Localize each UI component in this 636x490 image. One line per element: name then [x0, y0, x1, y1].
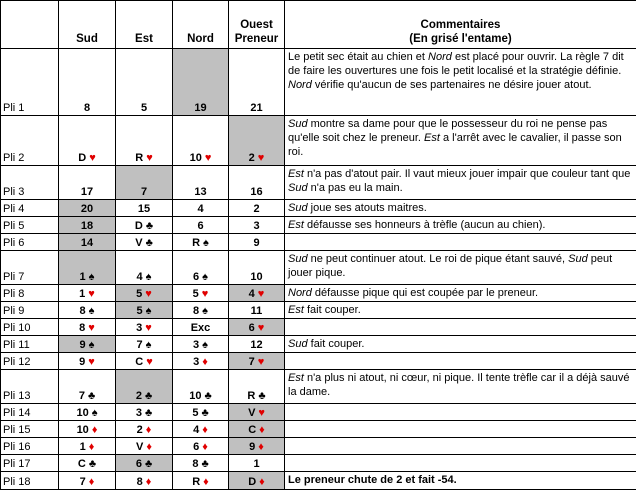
card-sud	[59, 336, 116, 353]
card-value: C	[135, 356, 143, 368]
table-row	[1, 353, 636, 370]
comment-cell	[285, 251, 636, 285]
card-sud	[59, 404, 116, 421]
card-value: D	[135, 220, 143, 232]
card-value: 7	[79, 390, 85, 402]
comment-text: vérifie qu'aucun de ses partenaires ne désire jouer atout.	[312, 79, 592, 91]
card-value: 11	[251, 305, 263, 317]
pli-label: Pli 4	[1, 200, 59, 217]
pli-label: Pli 18	[1, 472, 59, 490]
card-value: 6	[136, 458, 142, 470]
card-value: 18	[81, 220, 93, 232]
card-value: D	[248, 476, 256, 488]
diamond-suit-icon: ♦	[203, 476, 209, 488]
card-value: 10	[77, 424, 89, 436]
header-ouest-preneur	[229, 1, 285, 49]
header-ouest-line2: Preneur	[231, 32, 282, 46]
comment-text: Nord	[428, 51, 452, 63]
card-value: 1	[80, 271, 86, 283]
comment-text: défausse ses honneurs à trèfle (aucun au chien).	[304, 219, 546, 231]
table-row	[1, 302, 636, 319]
table-row	[1, 49, 636, 116]
card-est	[116, 438, 173, 455]
diamond-suit-icon: ♦	[92, 424, 98, 436]
card-value: 3	[136, 407, 142, 419]
pli-label: Pli 15	[1, 421, 59, 438]
pli-label: Pli 10	[1, 319, 59, 336]
card-value: 21	[250, 102, 262, 114]
card-value: 10	[189, 390, 201, 402]
table-row	[1, 251, 636, 285]
card-ouest	[229, 455, 285, 472]
comment-text: fait couper.	[304, 304, 361, 316]
comment-text: Est	[288, 168, 304, 180]
comment-text: Le petit sec était au chien et	[288, 51, 428, 63]
header-comments-line2: (En grisé l'entame)	[287, 32, 634, 46]
header-ouest-line1: Ouest	[231, 18, 282, 32]
pli-label: Pli 14	[1, 404, 59, 421]
card-ouest	[229, 49, 285, 116]
heart-suit-icon: ♥	[258, 322, 265, 334]
heart-suit-icon: ♥	[146, 152, 153, 164]
club-suit-icon: ♣	[201, 407, 208, 419]
table-row	[1, 455, 636, 472]
club-suit-icon: ♣	[88, 390, 95, 402]
card-ouest	[229, 370, 285, 404]
card-sud	[59, 49, 116, 116]
card-sud	[59, 353, 116, 370]
comment-cell	[285, 217, 636, 234]
header-row	[1, 1, 636, 49]
table-row	[1, 116, 636, 166]
club-suit-icon: ♣	[89, 458, 96, 470]
card-nord	[173, 353, 229, 370]
comment-text: fait couper.	[308, 338, 365, 350]
card-value: D	[78, 152, 86, 164]
card-ouest	[229, 404, 285, 421]
card-sud	[59, 455, 116, 472]
card-value: 4	[249, 288, 255, 300]
card-sud	[59, 234, 116, 251]
card-value: R	[135, 152, 143, 164]
card-value: 7	[141, 186, 147, 198]
spade-suit-icon: ♠	[202, 271, 208, 283]
card-nord	[173, 404, 229, 421]
comment-cell	[285, 234, 636, 251]
card-ouest	[229, 421, 285, 438]
card-value: 1	[80, 441, 86, 453]
card-value: 14	[81, 237, 93, 249]
heart-suit-icon: ♥	[258, 356, 265, 368]
spade-suit-icon: ♠	[146, 271, 152, 283]
card-value: 5	[192, 407, 198, 419]
card-value: 2	[249, 152, 255, 164]
club-suit-icon: ♣	[146, 220, 153, 232]
heart-suit-icon: ♥	[258, 407, 265, 419]
header-comments-line1: Commentaires	[287, 18, 634, 32]
table-row	[1, 285, 636, 302]
card-value: 3	[193, 339, 199, 351]
card-value: 6	[193, 441, 199, 453]
card-nord	[173, 251, 229, 285]
spade-suit-icon: ♠	[146, 339, 152, 351]
card-ouest	[229, 116, 285, 166]
card-nord	[173, 166, 229, 200]
card-sud	[59, 319, 116, 336]
comment-cell	[285, 200, 636, 217]
card-sud	[59, 200, 116, 217]
comment-text: n'a pas d'atout pair. Il vaut mieux jouer impair que couleur tant que	[304, 168, 630, 180]
card-est	[116, 49, 173, 116]
card-ouest	[229, 353, 285, 370]
diamond-suit-icon: ♦	[259, 476, 265, 488]
heart-suit-icon: ♥	[146, 356, 153, 368]
club-suit-icon: ♣	[145, 390, 152, 402]
card-value: 3	[193, 356, 199, 368]
heart-suit-icon: ♥	[88, 322, 95, 334]
card-ouest	[229, 302, 285, 319]
card-value: 5	[193, 288, 199, 300]
header-sud: Sud	[59, 1, 116, 49]
comment-text: Sud	[288, 338, 308, 350]
comment-text: est placé pour ouvrir. La règle 7 dit de faire les ouvertures une fois le petit localisé et la stratégie définie.	[288, 51, 624, 77]
comment-cell	[285, 353, 636, 370]
comment-cell	[285, 421, 636, 438]
pli-label: Pli 9	[1, 302, 59, 319]
card-est	[116, 166, 173, 200]
heart-suit-icon: ♥	[88, 288, 95, 300]
card-value: V	[136, 441, 143, 453]
comment-text: Nord	[288, 287, 312, 299]
heart-suit-icon: ♥	[88, 356, 95, 368]
comment-cell	[285, 404, 636, 421]
comment-text: Le preneur chute de 2 et fait -54.	[288, 474, 457, 486]
diamond-suit-icon: ♦	[202, 424, 208, 436]
card-est	[116, 353, 173, 370]
card-value: 9	[249, 441, 255, 453]
card-nord	[173, 319, 229, 336]
comment-cell	[285, 302, 636, 319]
card-est	[116, 217, 173, 234]
card-nord	[173, 49, 229, 116]
club-suit-icon: ♣	[145, 458, 152, 470]
heart-suit-icon: ♥	[145, 322, 152, 334]
card-value: 2	[136, 390, 142, 402]
card-value: 16	[250, 186, 262, 198]
card-nord	[173, 217, 229, 234]
table-row	[1, 404, 636, 421]
card-value: 10	[76, 407, 88, 419]
diamond-suit-icon: ♦	[146, 476, 152, 488]
table-row	[1, 234, 636, 251]
card-value: 9	[80, 339, 86, 351]
club-suit-icon: ♣	[146, 237, 153, 249]
card-est	[116, 251, 173, 285]
card-nord	[173, 285, 229, 302]
card-value: 4	[193, 424, 199, 436]
header-comments	[285, 1, 636, 49]
diamond-suit-icon: ♦	[259, 424, 265, 436]
heart-suit-icon: ♥	[89, 152, 96, 164]
card-nord	[173, 234, 229, 251]
comment-text: ne peut continuer atout. Le roi de pique étant sauvé,	[308, 253, 569, 265]
card-est	[116, 234, 173, 251]
club-suit-icon: ♣	[205, 390, 212, 402]
card-est	[116, 421, 173, 438]
club-suit-icon: ♣	[258, 390, 265, 402]
comment-cell	[285, 336, 636, 353]
card-est	[116, 116, 173, 166]
card-value: 9	[79, 356, 85, 368]
card-value: 15	[138, 203, 150, 215]
table-row	[1, 200, 636, 217]
header-est: Est	[116, 1, 173, 49]
heart-suit-icon: ♥	[258, 288, 265, 300]
heart-suit-icon: ♥	[202, 288, 209, 300]
card-nord	[173, 116, 229, 166]
card-value: 4	[197, 203, 203, 215]
card-ouest	[229, 200, 285, 217]
comment-text: n'a plus ni atout, ni cœur, ni pique. Il tente trèfle car il a déjà sauvé la dame.	[288, 372, 629, 398]
card-value: 7	[249, 356, 255, 368]
card-value: 6	[193, 271, 199, 283]
comment-cell	[285, 166, 636, 200]
card-sud	[59, 421, 116, 438]
diamond-suit-icon: ♦	[146, 424, 152, 436]
comment-text: joue ses atouts maitres.	[308, 202, 427, 214]
card-value: 3	[253, 220, 259, 232]
spade-suit-icon: ♠	[202, 305, 208, 317]
comment-text: Est	[288, 372, 304, 384]
card-est	[116, 285, 173, 302]
pli-label: Pli 13	[1, 370, 59, 404]
table-row	[1, 438, 636, 455]
table-row	[1, 166, 636, 200]
comment-text: Sud	[288, 253, 308, 265]
pli-label: Pli 12	[1, 353, 59, 370]
card-value: 5	[136, 288, 142, 300]
diamond-suit-icon: ♦	[89, 441, 95, 453]
comment-text: Nord	[288, 79, 312, 91]
card-sud	[59, 438, 116, 455]
card-est	[116, 404, 173, 421]
card-value: 3	[136, 322, 142, 334]
card-nord	[173, 421, 229, 438]
spade-suit-icon: ♠	[89, 271, 95, 283]
card-value: 8	[192, 458, 198, 470]
table-row	[1, 336, 636, 353]
card-ouest	[229, 319, 285, 336]
heart-suit-icon: ♥	[145, 288, 152, 300]
comment-text: a l'arrêt avec le cavalier, il passe son roi.	[288, 132, 622, 158]
card-value: R	[192, 237, 200, 249]
comment-cell	[285, 285, 636, 302]
spade-suit-icon: ♠	[202, 339, 208, 351]
card-sud	[59, 251, 116, 285]
diamond-suit-icon: ♦	[202, 441, 208, 453]
card-est	[116, 370, 173, 404]
pli-label: Pli 2	[1, 116, 59, 166]
card-nord	[173, 302, 229, 319]
card-value: 12	[250, 339, 262, 351]
comment-text: défausse pique qui est coupée par le preneur.	[312, 287, 538, 299]
pli-label: Pli 16	[1, 438, 59, 455]
comment-text: peut jouer pique.	[288, 253, 612, 279]
card-sud	[59, 166, 116, 200]
card-ouest	[229, 166, 285, 200]
table-row	[1, 319, 636, 336]
pli-label: Pli 8	[1, 285, 59, 302]
card-sud	[59, 370, 116, 404]
heart-suit-icon: ♥	[258, 152, 265, 164]
card-sud	[59, 217, 116, 234]
comment-cell	[285, 438, 636, 455]
card-ouest	[229, 438, 285, 455]
comment-text: Est	[288, 219, 304, 231]
card-ouest	[229, 251, 285, 285]
pli-label: Pli 5	[1, 217, 59, 234]
card-value: 1	[253, 458, 259, 470]
card-value: 20	[81, 203, 93, 215]
card-value: 4	[137, 271, 143, 283]
comment-cell	[285, 455, 636, 472]
diamond-suit-icon: ♦	[258, 441, 264, 453]
card-value: 9	[253, 237, 259, 249]
card-sud	[59, 285, 116, 302]
diamond-suit-icon: ♦	[202, 356, 208, 368]
card-nord	[173, 200, 229, 217]
spade-suit-icon: ♠	[203, 237, 209, 249]
table-row	[1, 217, 636, 234]
card-value: Exc	[191, 322, 211, 334]
card-sud	[59, 302, 116, 319]
card-value: 10	[190, 152, 202, 164]
card-value: 7	[80, 476, 86, 488]
table-row	[1, 370, 636, 404]
spade-suit-icon: ♠	[89, 305, 95, 317]
card-value: 8	[80, 305, 86, 317]
card-value: 6	[249, 322, 255, 334]
spade-suit-icon: ♠	[89, 339, 95, 351]
card-value: 6	[197, 220, 203, 232]
card-value: 10	[250, 271, 262, 283]
card-value: 7	[137, 339, 143, 351]
card-value: C	[248, 424, 256, 436]
header-blank	[1, 1, 59, 49]
pli-label: Pli 7	[1, 251, 59, 285]
header-nord: Nord	[173, 1, 229, 49]
comment-text: Sud	[568, 253, 588, 265]
card-value: 2	[253, 203, 259, 215]
card-ouest	[229, 336, 285, 353]
card-value: 17	[81, 186, 93, 198]
card-nord	[173, 438, 229, 455]
comment-cell	[285, 116, 636, 166]
card-est	[116, 302, 173, 319]
pli-label: Pli 11	[1, 336, 59, 353]
pli-label: Pli 1	[1, 49, 59, 116]
comment-text: Sud	[288, 202, 308, 214]
heart-suit-icon: ♥	[205, 152, 212, 164]
table-body	[1, 49, 636, 490]
card-nord	[173, 370, 229, 404]
pli-label: Pli 17	[1, 455, 59, 472]
card-value: 8	[84, 102, 90, 114]
card-value: 13	[194, 186, 206, 198]
card-value: 8	[193, 305, 199, 317]
card-est	[116, 319, 173, 336]
card-value: 8	[79, 322, 85, 334]
spade-suit-icon: ♠	[146, 305, 152, 317]
card-nord	[173, 455, 229, 472]
comment-text: n'a pas eu la main.	[308, 182, 403, 194]
comment-text: montre sa dame pour que le possesseur du roi ne pense pas qu'elle soit chez le preneur.	[288, 118, 607, 144]
card-value: 8	[137, 476, 143, 488]
card-value: 2	[137, 424, 143, 436]
comment-cell	[285, 49, 636, 116]
comment-text: Sud	[288, 118, 308, 130]
table-row	[1, 421, 636, 438]
diamond-suit-icon: ♦	[146, 441, 152, 453]
card-value: R	[247, 390, 255, 402]
card-value: 5	[141, 102, 147, 114]
comment-cell	[285, 370, 636, 404]
card-est	[116, 336, 173, 353]
card-value: 19	[194, 102, 206, 114]
card-value: C	[78, 458, 86, 470]
comment-text: Est	[424, 132, 440, 144]
comment-cell	[285, 319, 636, 336]
card-ouest	[229, 217, 285, 234]
card-est	[116, 200, 173, 217]
spade-suit-icon: ♠	[92, 407, 98, 419]
card-value: V	[248, 407, 255, 419]
club-suit-icon: ♣	[145, 407, 152, 419]
diamond-suit-icon: ♦	[89, 476, 95, 488]
card-ouest	[229, 234, 285, 251]
card-value: V	[135, 237, 142, 249]
card-value: 5	[137, 305, 143, 317]
card-ouest	[229, 285, 285, 302]
pli-label: Pli 6	[1, 234, 59, 251]
card-sud	[59, 116, 116, 166]
card-nord	[173, 336, 229, 353]
pli-label: Pli 3	[1, 166, 59, 200]
card-est	[116, 455, 173, 472]
card-value: R	[192, 476, 200, 488]
club-suit-icon: ♣	[201, 458, 208, 470]
comment-text: Sud	[288, 182, 308, 194]
comment-text: Est	[288, 304, 304, 316]
card-value: 1	[79, 288, 85, 300]
